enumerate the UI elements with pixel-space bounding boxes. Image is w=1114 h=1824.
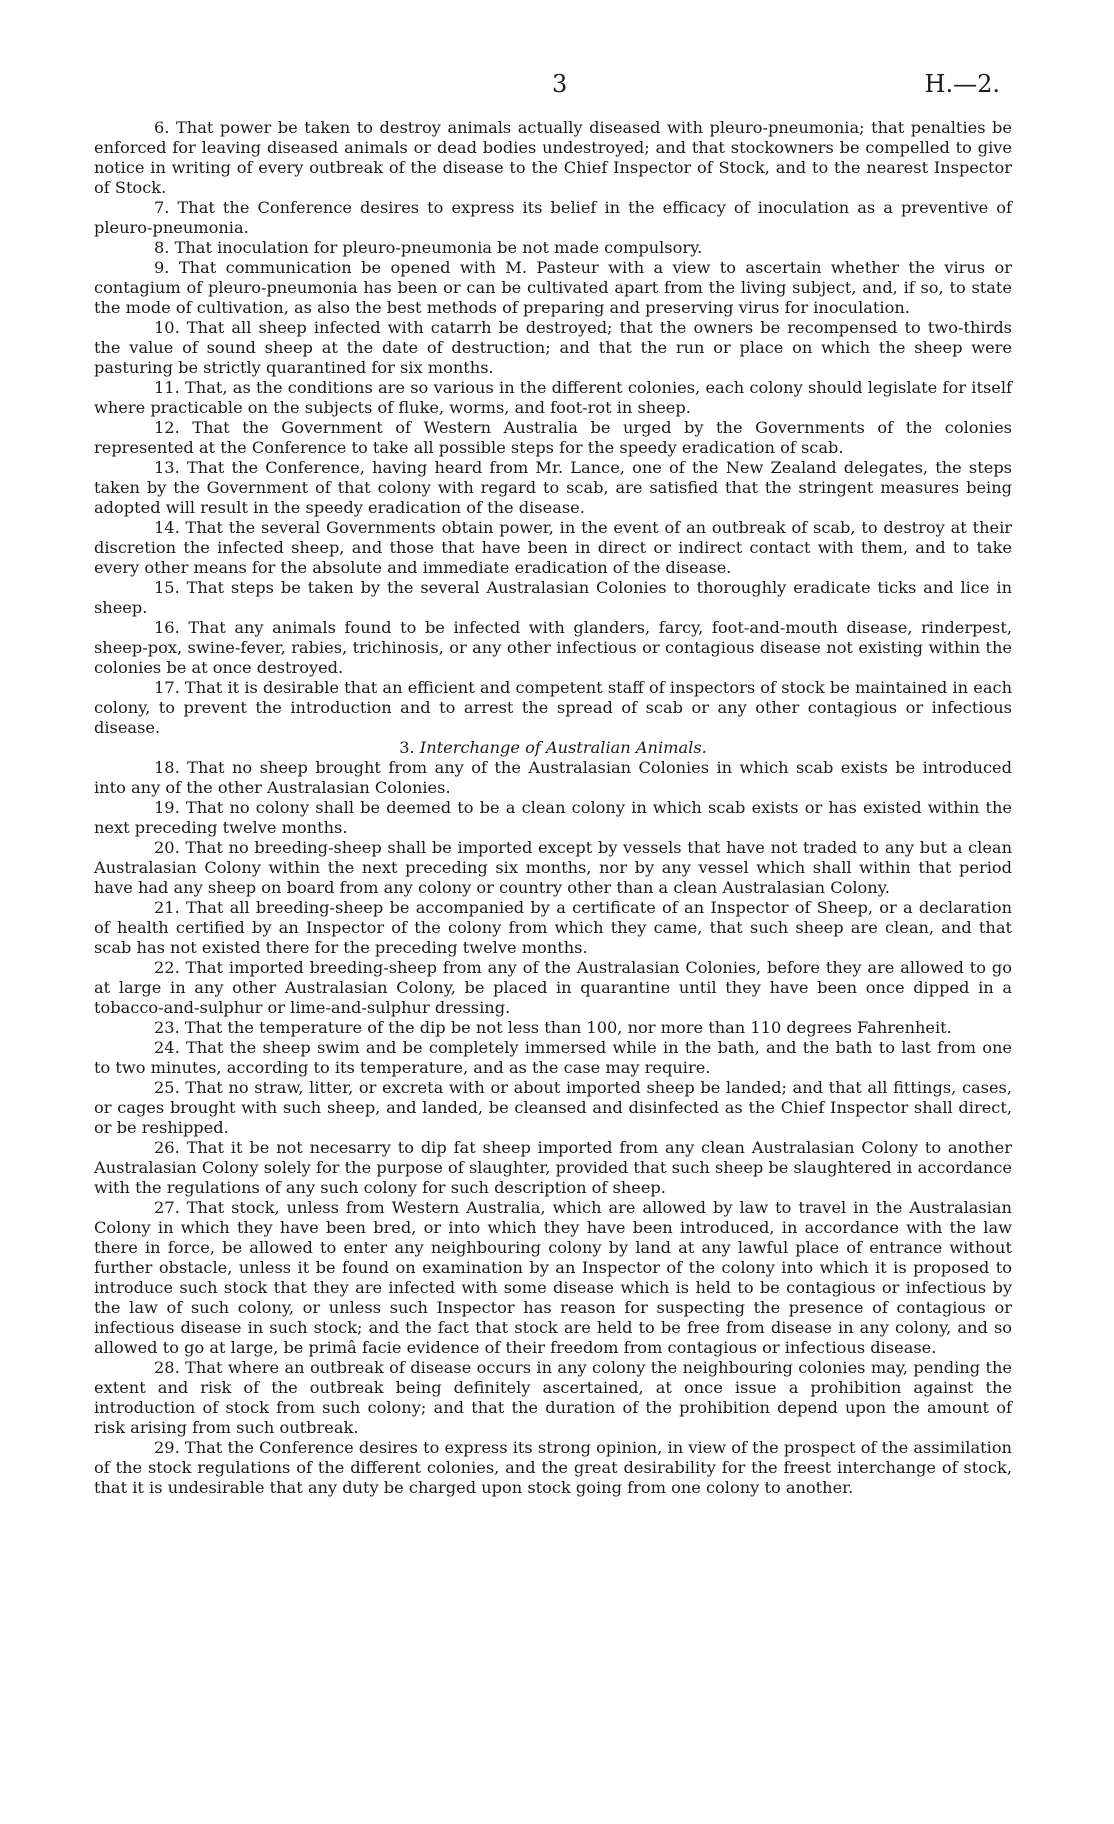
section-title: Interchange of Australian Animals. xyxy=(419,738,707,757)
resolution-23: 23. That the temperature of the dip be not less than 100, nor more than 110 degrees Fahrenheit. xyxy=(154,1018,952,1037)
resolution-20: 20. That no breeding-sheep shall be imported except by vessels that have not traded to any but a clean Australasian Colony within the next preceding six months, nor by any vessel which shall within that period have had any sheep on board from any colony or country other than a clean Australasian Colony. xyxy=(94,838,1012,897)
resolution-25: 25. That no straw, litter, or excreta with or about imported sheep be landed; and that all fittings, cases, or cages brought with such sheep, and landed, be cleansed and disinfected as the Chief Inspector shall direct, or be reshipped. xyxy=(94,1078,1012,1137)
section-heading xyxy=(94,738,1012,758)
resolution-19: 19. That no colony shall be deemed to be a clean colony in which scab exists or has existed within the next preceding twelve months. xyxy=(94,798,1012,837)
resolution-16: 16. That any animals found to be infected with glanders, farcy, foot-and-mouth disease, rinderpest, sheep-pox, swine-fever, rabies, trichinosis, or any other infectious or contagious disease not existing within the colonies be at once destroyed. xyxy=(94,618,1012,677)
page-header xyxy=(0,70,1114,100)
resolution-29: 29. That the Conference desires to express its strong opinion, in view of the prospect of the assimilation of the stock regulations of the different colonies, and the great desirability for the freest interchange of stock, that it is undesirable that any duty be charged upon stock going from one colony to another. xyxy=(94,1438,1012,1497)
resolution-10: 10. That all sheep infected with catarrh be destroyed; that the owners be recompensed to two-thirds the value of sound sheep at the date of destruction; and that the run or place on which the sheep were pasturing be strictly quarantined for six months. xyxy=(94,318,1012,377)
section-number: 3. xyxy=(399,738,415,757)
resolutions-body xyxy=(94,118,1012,1498)
resolution-18: 18. That no sheep brought from any of the Australasian Colonies in which scab exists be introduced into any of the other Australasian Colonies. xyxy=(94,758,1012,797)
resolution-26: 26. That it be not necesarry to dip fat sheep imported from any clean Australasian Colony to another Australasian Colony solely for the purpose of slaughter, provided that such sheep be slaughtered in accordance with the regulations of any such colony for such description of sheep. xyxy=(94,1138,1012,1197)
resolution-6: 6. That power be taken to destroy animals actually diseased with pleuro-pneumonia; that penalties be enforced for leaving diseased animals or dead bodies undestroyed; and that stockowners be compelled to give notice in writing of every outbreak of the disease to the Chief Inspector of Stock, and to the nearest Inspector of Stock. xyxy=(94,118,1012,197)
resolution-9: 9. That communication be opened with M. Pasteur with a view to ascertain whether the virus or contagium of pleuro-pneumonia has been or can be cultivated apart from the living subject, and, if so, to state the mode of cultivation, as also the best methods of preparing and preserving virus for inoculation. xyxy=(94,258,1012,317)
resolution-15: 15. That steps be taken by the several Australasian Colonies to thoroughly eradicate ticks and lice in sheep. xyxy=(94,578,1012,617)
resolution-11: 11. That, as the conditions are so various in the different colonies, each colony should legislate for itself where practicable on the subjects of fluke, worms, and foot-rot in sheep. xyxy=(94,378,1012,417)
resolution-27: 27. That stock, unless from Western Australia, which are allowed by law to travel in the Australasian Colony in which they have been bred, or into which they have been introduced, in accordance with the law there in force, be allowed to enter any neighbouring colony by land at any lawful place of entrance without further obstacle, unless it be found on examination by an Inspector of the colony into which it is proposed to introduce such stock that they are infected with some disease which is held to be contagious or infectious by the law of such colony, or unless such Inspector has reason for suspecting the presence of contagious or infectious disease in such stock; and the fact that stock are held to be free from disease in any colony, and so allowed to go at large, be primâ facie evidence of their freedom from contagious or infectious disease. xyxy=(94,1198,1012,1357)
document-reference: H.—2. xyxy=(924,70,1000,98)
resolution-13: 13. That the Conference, having heard from Mr. Lance, one of the New Zealand delegates, the steps taken by the Government of that colony with regard to scab, are satisfied that the stringent measures being adopted will result in the speedy eradication of the disease. xyxy=(94,458,1012,517)
resolution-8: 8. That inoculation for pleuro-pneumonia be not made compulsory. xyxy=(154,238,703,257)
page-number: 3 xyxy=(552,70,568,98)
resolution-22: 22. That imported breeding-sheep from any of the Australasian Colonies, before they are allowed to go at large in any other Australasian Colony, be placed in quarantine until they have been once dipped in a tobacco-and-sulphur or lime-and-sulphur dressing. xyxy=(94,958,1012,1017)
resolution-24: 24. That the sheep swim and be completely immersed while in the bath, and the bath to last from one to two minutes, according to its temperature, and as the case may require. xyxy=(94,1038,1012,1077)
resolution-12: 12. That the Government of Western Australia be urged by the Governments of the colonies represented at the Conference to take all possible steps for the speedy eradication of scab. xyxy=(94,418,1012,457)
resolution-28: 28. That where an outbreak of disease occurs in any colony the neighbouring colonies may, pending the extent and risk of the outbreak being definitely ascertained, at once issue a prohibition against the introduction of stock from such colony; and that the duration of the prohibition depend upon the amount of risk arising from such outbreak. xyxy=(94,1358,1012,1437)
resolution-17: 17. That it is desirable that an efficient and competent staff of inspectors of stock be maintained in each colony, to prevent the introduction and to arrest the spread of scab or any other contagious or infectious disease. xyxy=(94,678,1012,737)
resolution-7: 7. That the Conference desires to express its belief in the efficacy of inoculation as a preventive of pleuro-pneumonia. xyxy=(94,198,1012,237)
resolution-14: 14. That the several Governments obtain power, in the event of an outbreak of scab, to destroy at their discretion the infected sheep, and those that have been in direct or indirect contact with them, and to take every other means for the absolute and immediate eradication of the disease. xyxy=(94,518,1012,577)
resolution-21: 21. That all breeding-sheep be accompanied by a certificate of an Inspector of Sheep, or a declaration of health certified by an Inspector of the colony from which they came, that such sheep are clean, and that scab has not existed there for the preceding twelve months. xyxy=(94,898,1012,957)
